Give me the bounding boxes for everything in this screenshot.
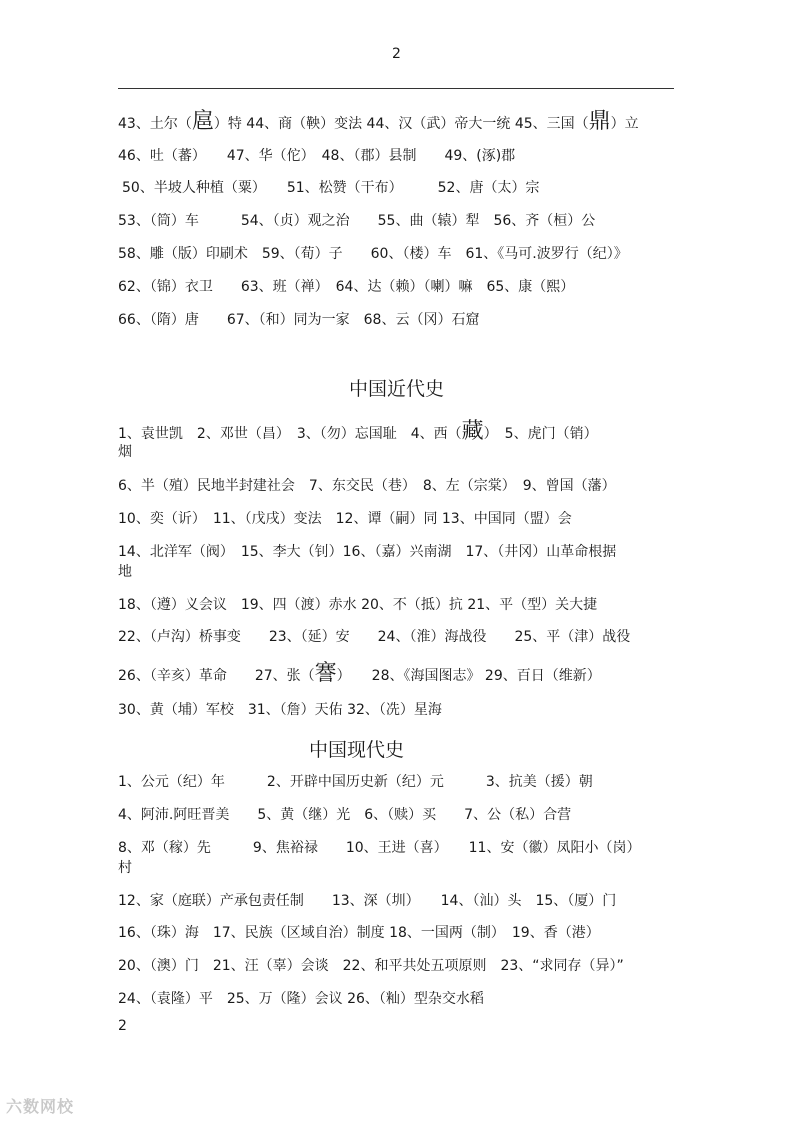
rare-char: 扈 [191, 109, 214, 134]
ancient-line-5: 58、雕（版）印刷术 59、（荀）子 60、（楼）车 61、《马可.波罗行（纪）》 [118, 246, 628, 262]
rare-char: 謇 [314, 661, 337, 686]
contemporary-line-4: 12、家（庭联）产承包责任制 13、深（圳） 14、（汕）头 15、（厦）门 [118, 893, 617, 909]
ancient-line-7: 66、（隋）唐 67、（和）同为一家 68、云（冈）石窟 [118, 312, 480, 328]
contemporary-line-3-wrap: 村 [118, 860, 132, 876]
modern-line-1-wrap: 烟 [118, 444, 132, 460]
section-title-modern: 中国近代史 [348, 378, 444, 400]
modern-line-4-wrap: 地 [118, 564, 132, 580]
section-title-contemporary: 中国现代史 [308, 739, 404, 761]
contemporary-line-6: 20、（澳）门 21、汪（辜）会谈 22、和平共处五项原则 23、“求同存（异）” [118, 958, 624, 974]
modern-line-4: 14、北洋军（阀） 15、李大（钊）16、（嘉）兴南湖 17、（井冈）山革命根据 [118, 544, 617, 560]
contemporary-line-5: 16、（珠）海 17、民族（区域自治）制度 18、一国两（制） 19、香（港） [118, 925, 600, 941]
contemporary-line-2: 4、阿沛.阿旺晋美 5、黄（继）光 6、（赎）买 7、公（私）合营 [118, 807, 572, 823]
rare-char: 鼎 [588, 109, 611, 134]
rare-char: 藏 [461, 419, 484, 444]
ancient-line-4: 53、（筒）车 54、（贞）观之治 55、曲（辕）犁 56、齐（桓）公 [118, 213, 596, 229]
ancient-line-1: 43、土尔（扈）特 44、商（鞅）变法 44、汉（武）帝大一统 45、三国（鼎）立 [118, 109, 639, 134]
modern-line-1: 1、袁世凯 2、邓世（昌） 3、（勿）忘国耻 4、西（藏） 5、虎门（销） [118, 419, 598, 444]
modern-line-2: 6、半（殖）民地半封建社会 7、东交民（巷） 8、左（宗棠） 9、曾国（藩） [118, 478, 616, 494]
page-number-bottom: 2 [118, 1018, 127, 1034]
modern-line-5: 18、（遵）义会议 19、四（渡）赤水 20、不（抵）抗 21、平（型）关大捷 [118, 597, 598, 613]
modern-line-6: 22、（卢沟）桥事变 23、（延）安 24、（淮）海战役 25、平（津）战役 [118, 629, 631, 645]
header-rule [118, 88, 674, 89]
contemporary-line-3: 8、邓（稼）先 9、焦裕禄 10、王进（喜） 11、安（徽）凤阳小（岗） [118, 840, 641, 856]
watermark-logo: 六数网校 [6, 1097, 75, 1116]
page-number-top: 2 [392, 46, 401, 62]
ancient-line-3: 50、半坡人种植（粟） 51、松赞（干布） 52、唐（太）宗 [122, 180, 540, 196]
contemporary-line-1: 1、公元（纪）年 2、开辟中国历史新（纪）元 3、抗美（援）朝 [118, 774, 593, 790]
ancient-line-2: 46、吐（蕃） 47、华（佗） 48、（郡）县制 49、(涿)郡 [118, 148, 516, 164]
modern-line-3: 10、奕（䜣） 11、（戊戌）变法 12、谭（嗣）同 13、中国同（盟）会 [118, 511, 572, 527]
ancient-line-6: 62、（锦）衣卫 63、班（禅） 64、达（赖）（喇）嘛 65、康（熙） [118, 279, 575, 295]
modern-line-8: 30、黄（埔）军校 31、（詹）天佑 32、（冼）星海 [118, 702, 442, 718]
modern-line-7: 26、（辛亥）革命 27、张（謇） 28、《海国图志》 29、百日（维新） [118, 661, 601, 686]
contemporary-line-7: 24、（袁隆）平 25、万（隆）会议 26、（籼）型杂交水稻 [118, 991, 484, 1007]
